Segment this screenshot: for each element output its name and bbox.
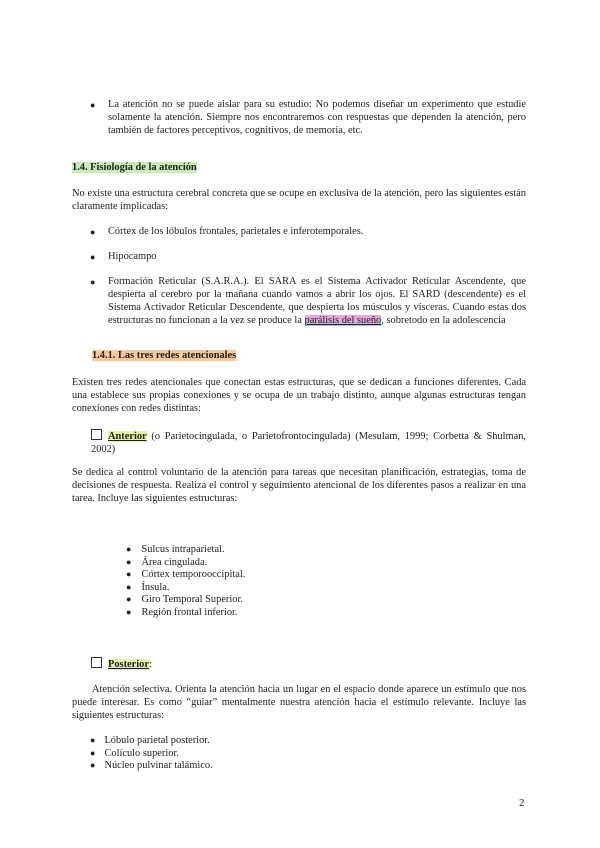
anterior-detail: (o Parietocingulada, o Parietofrontocingulada) (Mesulam, 1999; Corbetta & Shulman, 2002) bbox=[91, 431, 526, 455]
structure-item-3-text: Formación Reticular (S.A.R.A.). El SARA es el Sistema Activador Reticular Ascendente, que despierta al cerebro por la mañana cuando vamos a abrir los ojos. El SARD (descendente) es el Sistema Activador Reticular Descendente, que despierta los músculos y vísceras. Cuando estas dos estructuras no funcionan a la vez se produce la bbox=[108, 276, 526, 326]
checkbox-icon bbox=[91, 657, 102, 668]
posterior-description: Atención selectiva. Orienta la atención hacia un lugar en el espacio donde aparece un estímulo que nos puede interesar. Es como “guiar” mentalmente nuestra atención hacia el estímulo relevante. Incluye las siguientes estructuras: bbox=[72, 684, 526, 721]
list-item: ● Córtex temporooccipital. bbox=[126, 569, 246, 581]
structure-item-1: Córtex de los lóbulos frontales, parietales e inferotemporales. bbox=[108, 226, 364, 237]
bullet-dot: ● bbox=[90, 100, 96, 110]
list-item: ● Giro Temporal Superior. bbox=[126, 594, 243, 606]
list-item: ● Sulcus intraparietal. bbox=[126, 544, 225, 555]
list-item: ● Núcleo pulvinar talámico. bbox=[90, 760, 213, 772]
subsection-intro: Existen tres redes atencionales que conectan estas estructuras, que se dedican a funciones diferentes. Cada una establece sus propias conexiones y se ocupa de un trabajo distinto, aunque algunas estructuras tengan conexiones con redes distintas: bbox=[72, 377, 526, 414]
anterior-label: Anterior bbox=[108, 431, 147, 442]
anterior-description: Se dedica al control voluntario de la atención para tareas que necesitan planificación, estrategias, toma de decisiones de respuesta. Realiza el control y seguimiento atencional de los diferentes pasos a realizar en una tarea. Incluye las siguientes estructuras: bbox=[72, 467, 526, 504]
structure-item-3-end: , sobretodo en la adolescencia bbox=[381, 315, 506, 326]
posterior-network: Posterior: bbox=[91, 657, 152, 671]
list-item: ● Colículo superior. bbox=[90, 747, 179, 759]
section-heading: 1.4. Fisiología de la atención bbox=[72, 162, 197, 173]
posterior-label: Posterior bbox=[108, 659, 149, 670]
structure-item-3 bbox=[108, 275, 526, 327]
anterior-structures-list bbox=[126, 543, 245, 619]
structure-item-2: Hipocampo bbox=[108, 251, 157, 262]
section-intro: No existe una estructura cerebral concreta que se ocupe en exclusiva de la atención, pero las siguientes están claramente implicadas: bbox=[72, 188, 526, 212]
list-item: ● Área cingulada. bbox=[126, 556, 208, 568]
posterior-structures-list bbox=[90, 734, 213, 772]
checkbox-icon bbox=[91, 429, 102, 440]
bullet-dot: ● bbox=[90, 277, 96, 287]
intro-bullet-text: La atención no se puede aislar para su estudio: No podemos diseñar un experimento que estudie solamente la atención. Siempre nos encontraremos con respuestas que dependen la atención, pero también de factores perceptivos, cognitivos, de memoria, etc. bbox=[108, 99, 526, 136]
list-item: ● Lóbulo parietal posterior. bbox=[90, 735, 210, 746]
bullet-dot: ● bbox=[90, 227, 96, 237]
sleep-paralysis-highlight: parálisis del sueño bbox=[304, 315, 382, 326]
anterior-network bbox=[91, 429, 526, 456]
subsection-heading: 1.4.1. Las tres redes atencionales bbox=[92, 350, 237, 361]
list-item: ● Ínsula. bbox=[126, 581, 170, 593]
page-number: 2 bbox=[519, 797, 525, 809]
list-item: ● Región frontal inferior. bbox=[126, 606, 238, 618]
bullet-dot: ● bbox=[90, 252, 96, 262]
